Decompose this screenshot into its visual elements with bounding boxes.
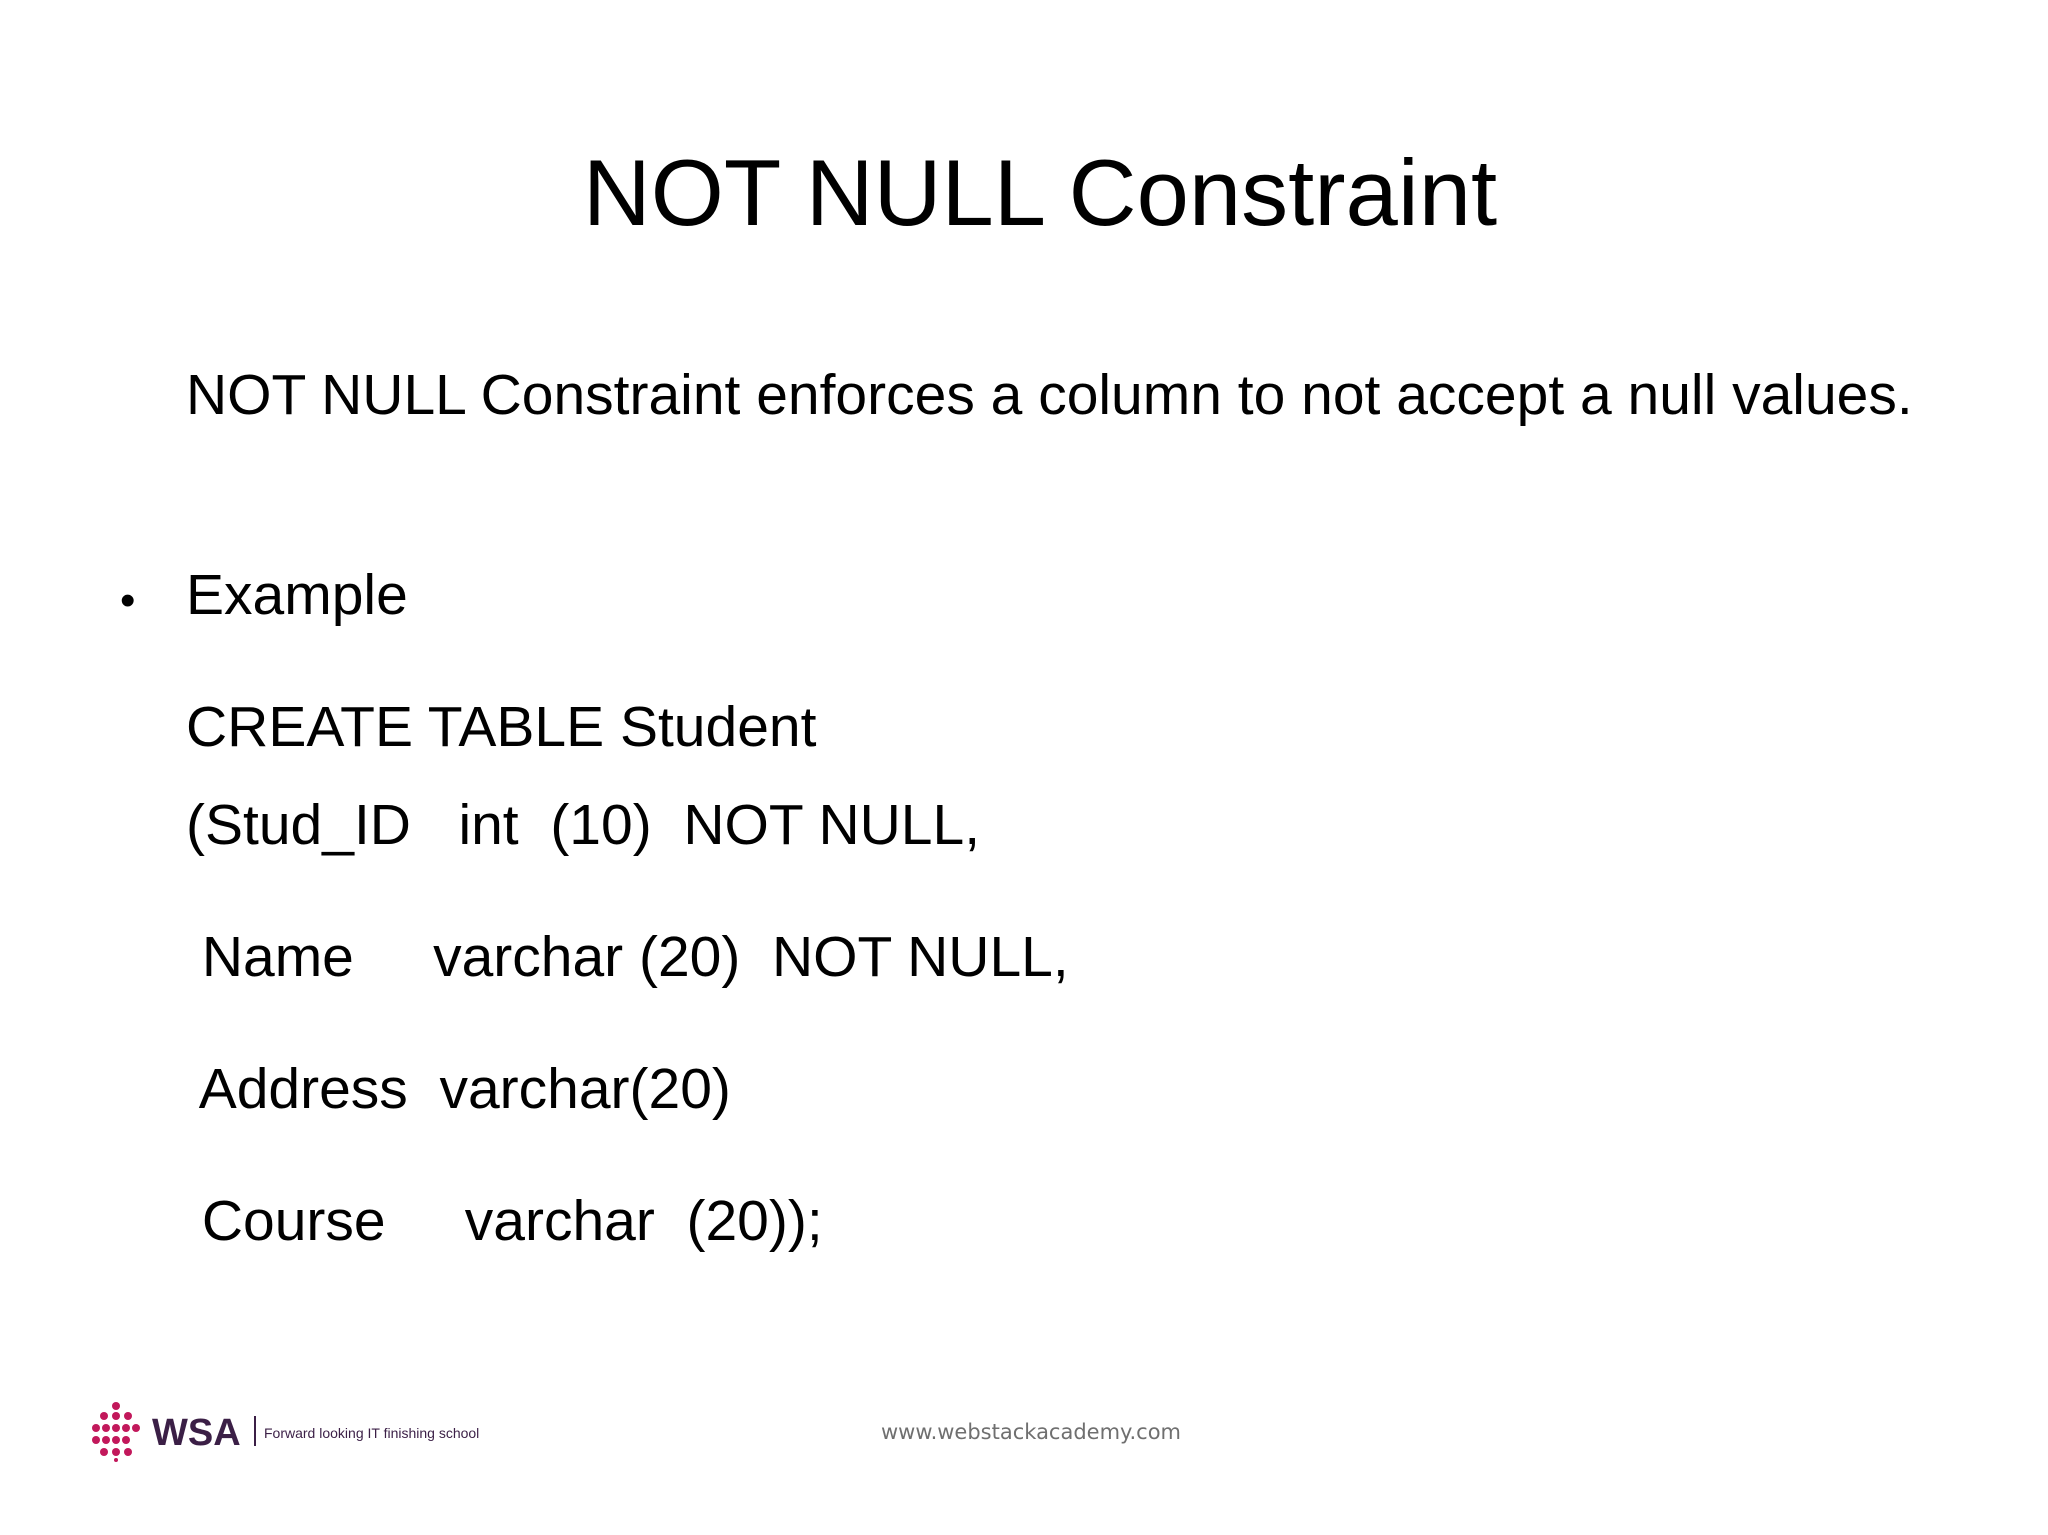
bullet-example: Example xyxy=(186,563,408,627)
code-line-5: Course varchar (20)); xyxy=(186,1189,823,1253)
slide-title: NOT NULL Constraint xyxy=(582,140,1498,245)
svg-text:Forward looking IT finishing s: Forward looking IT finishing school xyxy=(264,1425,480,1441)
footer-url: www.webstackacademy.com xyxy=(880,1420,1182,1444)
code-line-3: Name varchar (20) NOT NULL, xyxy=(186,925,1069,989)
description-text: NOT NULL Constraint enforces a column to not accept a null values. xyxy=(186,363,1913,427)
code-line-2: (Stud_ID int (10) NOT NULL, xyxy=(186,793,981,857)
svg-text:WSA: WSA xyxy=(152,1412,241,1454)
bullet-icon: • xyxy=(120,576,136,625)
code-line-1: CREATE TABLE Student xyxy=(186,695,817,759)
code-line-4: Address varchar(20) xyxy=(186,1057,731,1121)
